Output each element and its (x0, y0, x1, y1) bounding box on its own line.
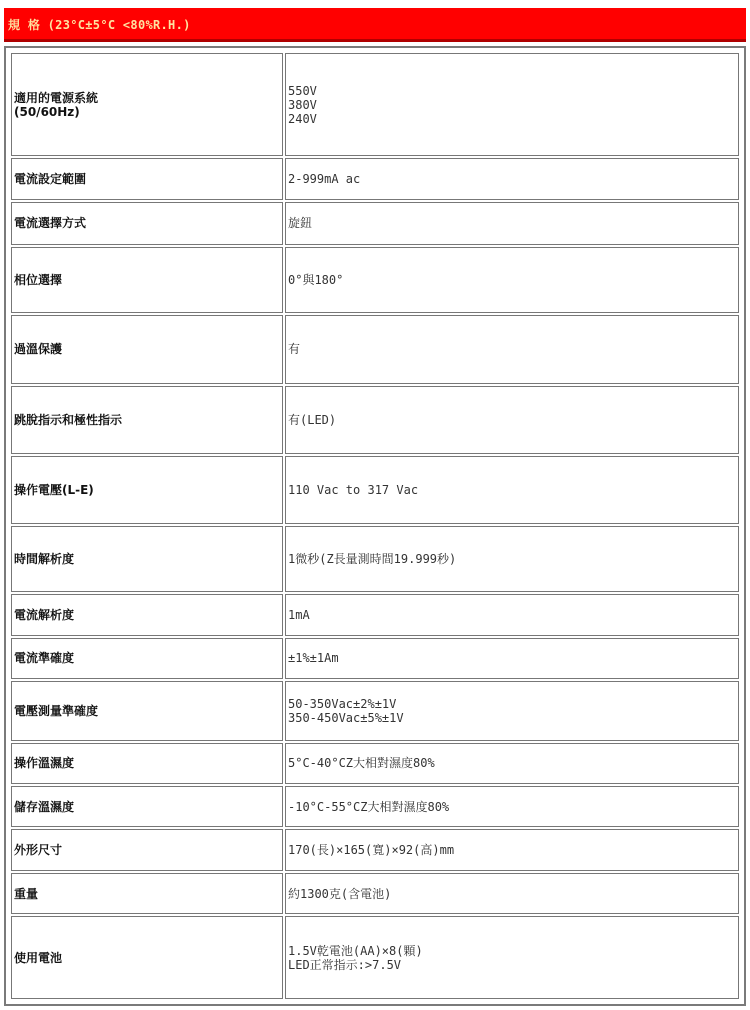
spec-label (11, 638, 283, 679)
spec-value (285, 202, 739, 245)
spec-label (11, 315, 283, 383)
spec-value (285, 386, 739, 454)
spec-row (11, 526, 739, 592)
spec-value-line: 380V (288, 97, 317, 112)
spec-label-line: 儲存溫濕度 (14, 799, 75, 814)
spec-label-line: 電流設定範圍 (14, 172, 87, 187)
spec-label-line: (50/60Hz) (14, 104, 80, 119)
spec-label-line: 電壓測量準確度 (14, 703, 99, 718)
spec-row (11, 315, 739, 383)
spec-value (285, 158, 739, 199)
spec-value-line: 50-350Vac±2%±1V (288, 696, 397, 711)
spec-label (11, 53, 283, 156)
spec-row (11, 829, 739, 870)
spec-label (11, 916, 283, 999)
spec-label-line: 相位選擇 (14, 273, 63, 288)
spec-value (285, 526, 739, 592)
spec-value-line: 550V (288, 83, 317, 98)
spec-label-line: 重量 (14, 886, 39, 901)
spec-value (285, 873, 739, 914)
spec-value-line: 有 (288, 342, 301, 357)
spec-value-line: 旋鈕 (288, 216, 313, 231)
spec-label-line: 電流解析度 (14, 607, 75, 622)
spec-table-body (11, 53, 739, 999)
spec-label (11, 594, 283, 635)
spec-table (9, 51, 741, 1001)
spec-label (11, 526, 283, 592)
spec-value-line: ±1%±1Am (288, 651, 339, 666)
spec-value (285, 786, 739, 827)
spec-value-line: 110 Vac to 317 Vac (288, 482, 419, 497)
spec-label (11, 202, 283, 245)
spec-value-line: 170(長)×165(寬)×92(高)mm (288, 843, 455, 858)
spec-label (11, 456, 283, 524)
spec-row (11, 386, 739, 454)
spec-row (11, 247, 739, 313)
spec-value-line: 350-450Vac±5%±1V (288, 710, 404, 725)
spec-label-line: 適用的電源系統 (14, 90, 99, 105)
spec-row (11, 158, 739, 199)
spec-value (285, 743, 739, 784)
spec-row (11, 681, 739, 741)
spec-row (11, 638, 739, 679)
spec-label (11, 829, 283, 870)
spec-label (11, 681, 283, 741)
spec-value (285, 456, 739, 524)
spec-label-line: 電流選擇方式 (14, 216, 87, 231)
spec-value (285, 594, 739, 635)
spec-header-bar (4, 8, 746, 42)
spec-value-line: 約1300克(含電池) (288, 886, 392, 901)
spec-label (11, 743, 283, 784)
spec-value (285, 315, 739, 383)
spec-value (285, 916, 739, 999)
spec-label-line: 跳脫指示和極性指示 (14, 412, 123, 427)
spec-label (11, 386, 283, 454)
spec-label (11, 158, 283, 199)
spec-value (285, 53, 739, 156)
spec-label (11, 786, 283, 827)
spec-row (11, 594, 739, 635)
spec-label (11, 247, 283, 313)
spec-row (11, 456, 739, 524)
spec-value-line: 0°與180° (288, 273, 344, 288)
spec-label-line: 外形尺寸 (14, 843, 63, 858)
spec-value-line: 1.5V乾電池(AA)×8(顆) (288, 943, 423, 958)
spec-label (11, 873, 283, 914)
spec-row (11, 743, 739, 784)
spec-label-line: 時間解析度 (14, 552, 75, 567)
spec-value (285, 247, 739, 313)
spec-value-line: 1微秒(Z長量測時間19.999秒) (288, 552, 457, 567)
spec-value (285, 829, 739, 870)
spec-row (11, 786, 739, 827)
spec-value-line: 有(LED) (288, 412, 337, 427)
spec-row (11, 873, 739, 914)
spec-label-line: 操作電壓(L-E) (14, 482, 94, 497)
spec-label-line: 電流準確度 (14, 651, 75, 666)
spec-value (285, 638, 739, 679)
spec-header-title: 規 格 (23°C±5°C <80%R.H.) (8, 18, 191, 32)
spec-label-line: 使用電池 (14, 950, 63, 965)
spec-row (11, 916, 739, 999)
spec-table-frame (4, 46, 746, 1006)
spec-value-line: 5°C-40°CZ大相對濕度80% (288, 756, 435, 771)
spec-value-line: 240V (288, 111, 317, 126)
spec-label-line: 操作溫濕度 (14, 756, 75, 771)
spec-value (285, 681, 739, 741)
spec-label-line: 過溫保護 (14, 342, 63, 357)
spec-row (11, 53, 739, 156)
spec-row (11, 202, 739, 245)
spec-value-line: 1mA (288, 607, 310, 622)
spec-value-line: 2-999mA ac (288, 172, 361, 187)
spec-value-line: LED正常指示:>7.5V (288, 957, 402, 972)
spec-value-line: -10°C-55°CZ大相對濕度80% (288, 799, 450, 814)
